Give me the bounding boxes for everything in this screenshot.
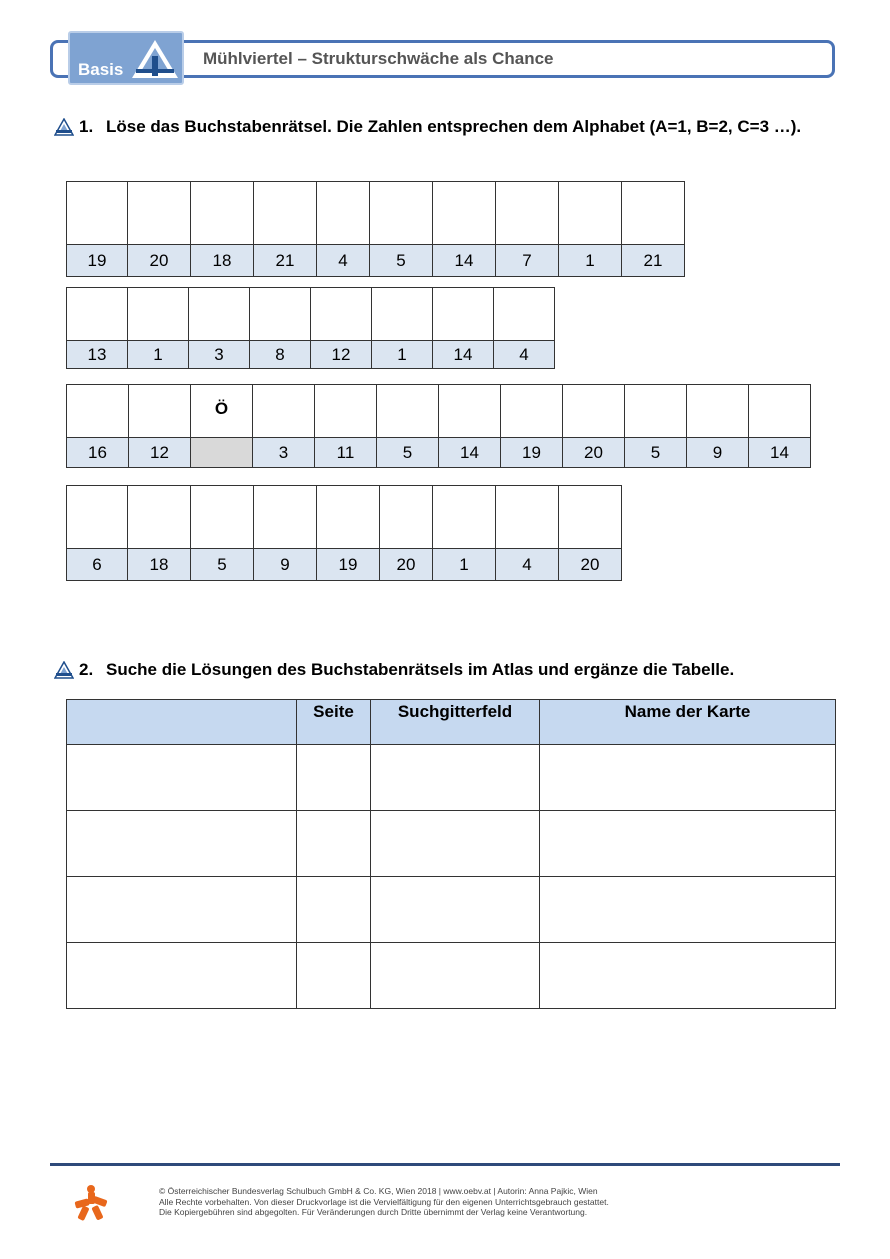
number-cell: 8 — [250, 341, 311, 369]
letter-cell[interactable] — [501, 385, 563, 438]
footer-divider — [50, 1163, 840, 1166]
letter-cell[interactable] — [563, 385, 625, 438]
number-cell: 12 — [311, 341, 372, 369]
answer-cell[interactable] — [540, 877, 836, 943]
answer-cell[interactable] — [540, 811, 836, 877]
number-cell: 19 — [67, 245, 128, 277]
letter-cell[interactable] — [380, 486, 433, 549]
number-cell: 16 — [67, 438, 129, 468]
number-cell: 3 — [253, 438, 315, 468]
number-cell: 4 — [496, 549, 559, 581]
number-cell: 14 — [749, 438, 811, 468]
puzzle-grid-3 — [66, 384, 811, 468]
header-name-der-karte: Name der Karte — [540, 700, 836, 745]
letter-cell[interactable] — [191, 486, 254, 549]
letter-cell[interactable] — [433, 288, 494, 341]
number-cell: 12 — [129, 438, 191, 468]
letter-cell[interactable] — [377, 385, 439, 438]
letter-cell[interactable] — [559, 182, 622, 245]
letter-cell[interactable] — [189, 288, 250, 341]
number-cell: 21 — [622, 245, 685, 277]
number-cell: 1 — [559, 245, 622, 277]
answer-cell[interactable] — [371, 943, 540, 1009]
number-cell: 14 — [439, 438, 501, 468]
letter-cell[interactable] — [315, 385, 377, 438]
number-cell: 19 — [317, 549, 380, 581]
letter-cell[interactable] — [622, 182, 685, 245]
logo-text: Basis — [78, 60, 124, 79]
letter-cell[interactable] — [129, 385, 191, 438]
letter-cell[interactable] — [687, 385, 749, 438]
letter-cell[interactable] — [372, 288, 433, 341]
task-2-text: Suche die Lösungen des Buchstabenrätsels im Atlas und ergänze die Tabelle. — [106, 660, 735, 679]
footer-line-2: Alle Rechte vorbehalten. Von dieser Druckvorlage ist die Vervielfältigung für den eigenen Unterrichtsgebrauch gestattet. — [159, 1196, 609, 1207]
number-cell: 21 — [254, 245, 317, 277]
letter-cell[interactable] — [253, 385, 315, 438]
letter-cell[interactable] — [496, 486, 559, 549]
number-cell: 20 — [128, 245, 191, 277]
header-cell-blank — [67, 700, 297, 745]
number-cell: 13 — [67, 341, 128, 369]
letter-cell[interactable] — [67, 486, 128, 549]
number-cell: 1 — [433, 549, 496, 581]
header-suchgitterfeld: Suchgitterfeld — [371, 700, 540, 745]
answer-cell[interactable] — [297, 877, 371, 943]
answer-cell[interactable] — [371, 877, 540, 943]
answer-cell[interactable] — [371, 811, 540, 877]
table-row — [67, 745, 836, 811]
letter-cell[interactable] — [625, 385, 687, 438]
number-cell: 20 — [563, 438, 625, 468]
number-cell: 18 — [191, 245, 254, 277]
letter-cell[interactable] — [67, 182, 128, 245]
letter-cell[interactable] — [439, 385, 501, 438]
number-cell: 20 — [559, 549, 622, 581]
answer-cell[interactable] — [297, 811, 371, 877]
answer-cell[interactable] — [540, 745, 836, 811]
letter-cell-prefilled: Ö — [191, 385, 253, 438]
number-cell: 4 — [317, 245, 370, 277]
letter-cell[interactable] — [128, 486, 191, 549]
number-cell: 11 — [315, 438, 377, 468]
number-cell: 1 — [128, 341, 189, 369]
letter-cell[interactable] — [250, 288, 311, 341]
number-cell: 4 — [494, 341, 555, 369]
publisher-logo-icon — [72, 1184, 110, 1222]
answer-cell[interactable] — [67, 943, 297, 1009]
table-row — [67, 811, 836, 877]
answer-cell[interactable] — [297, 943, 371, 1009]
letter-cell[interactable] — [67, 385, 129, 438]
number-cell: 7 — [496, 245, 559, 277]
letter-cell[interactable] — [254, 182, 317, 245]
task-2-number: 2. — [79, 660, 94, 679]
answer-table — [66, 699, 836, 1009]
footer-line-1: © Österreichischer Bundesverlag Schulbuch GmbH & Co. KG, Wien 2018 | www.oebv.at | Autorin: Anna Pajkic, Wien — [159, 1186, 598, 1196]
triangle-level-icon — [54, 118, 74, 136]
number-cell-blank — [191, 438, 253, 468]
letter-cell[interactable] — [370, 182, 433, 245]
puzzle-grid-2 — [66, 287, 555, 369]
number-cell: 5 — [370, 245, 433, 277]
answer-cell[interactable] — [297, 745, 371, 811]
page-title: Mühlviertel – Strukturschwäche als Chance — [203, 49, 554, 68]
letter-cell[interactable] — [317, 182, 370, 245]
basis-logo — [68, 31, 184, 85]
number-cell: 9 — [254, 549, 317, 581]
letter-cell[interactable] — [433, 182, 496, 245]
answer-cell[interactable] — [371, 745, 540, 811]
number-cell: 5 — [191, 549, 254, 581]
number-cell: 6 — [67, 549, 128, 581]
number-cell: 5 — [625, 438, 687, 468]
number-cell: 18 — [128, 549, 191, 581]
letter-cell[interactable] — [317, 486, 380, 549]
letter-cell[interactable] — [749, 385, 811, 438]
number-cell: 19 — [501, 438, 563, 468]
letter-cell[interactable] — [494, 288, 555, 341]
letter-cell[interactable] — [254, 486, 317, 549]
table-row — [67, 943, 836, 1009]
letter-cell[interactable] — [433, 486, 496, 549]
number-cell: 9 — [687, 438, 749, 468]
letter-cell[interactable] — [496, 182, 559, 245]
letter-cell[interactable] — [311, 288, 372, 341]
answer-cell[interactable] — [67, 811, 297, 877]
number-cell: 14 — [433, 341, 494, 369]
letter-cell[interactable] — [559, 486, 622, 549]
letter-cell[interactable] — [128, 182, 191, 245]
number-cell: 3 — [189, 341, 250, 369]
triangle-logo-icon — [130, 38, 180, 80]
puzzle-grid-4 — [66, 485, 622, 581]
letter-cell[interactable] — [67, 288, 128, 341]
header-seite: Seite — [297, 700, 371, 745]
triangle-level-icon — [54, 661, 74, 679]
answer-cell[interactable] — [540, 943, 836, 1009]
number-cell: 5 — [377, 438, 439, 468]
table-row — [67, 877, 836, 943]
footer-line-3: Die Kopiergebühren sind abgegolten. Für Veränderungen durch Dritte übernimmt der Verlag keine Verantwortung. — [159, 1207, 588, 1217]
puzzle-grid-1 — [66, 181, 685, 277]
number-cell: 14 — [433, 245, 496, 277]
answer-cell[interactable] — [67, 877, 297, 943]
task-1-text: Löse das Buchstabenrätsel. Die Zahlen entsprechen dem Alphabet (A=1, B=2, C=3 …). — [106, 117, 802, 136]
footer-copyright — [159, 1186, 609, 1218]
letter-cell[interactable] — [128, 288, 189, 341]
answer-cell[interactable] — [67, 745, 297, 811]
number-cell: 1 — [372, 341, 433, 369]
letter-cell[interactable] — [191, 182, 254, 245]
number-cell: 20 — [380, 549, 433, 581]
task-1-number: 1. — [79, 117, 94, 136]
